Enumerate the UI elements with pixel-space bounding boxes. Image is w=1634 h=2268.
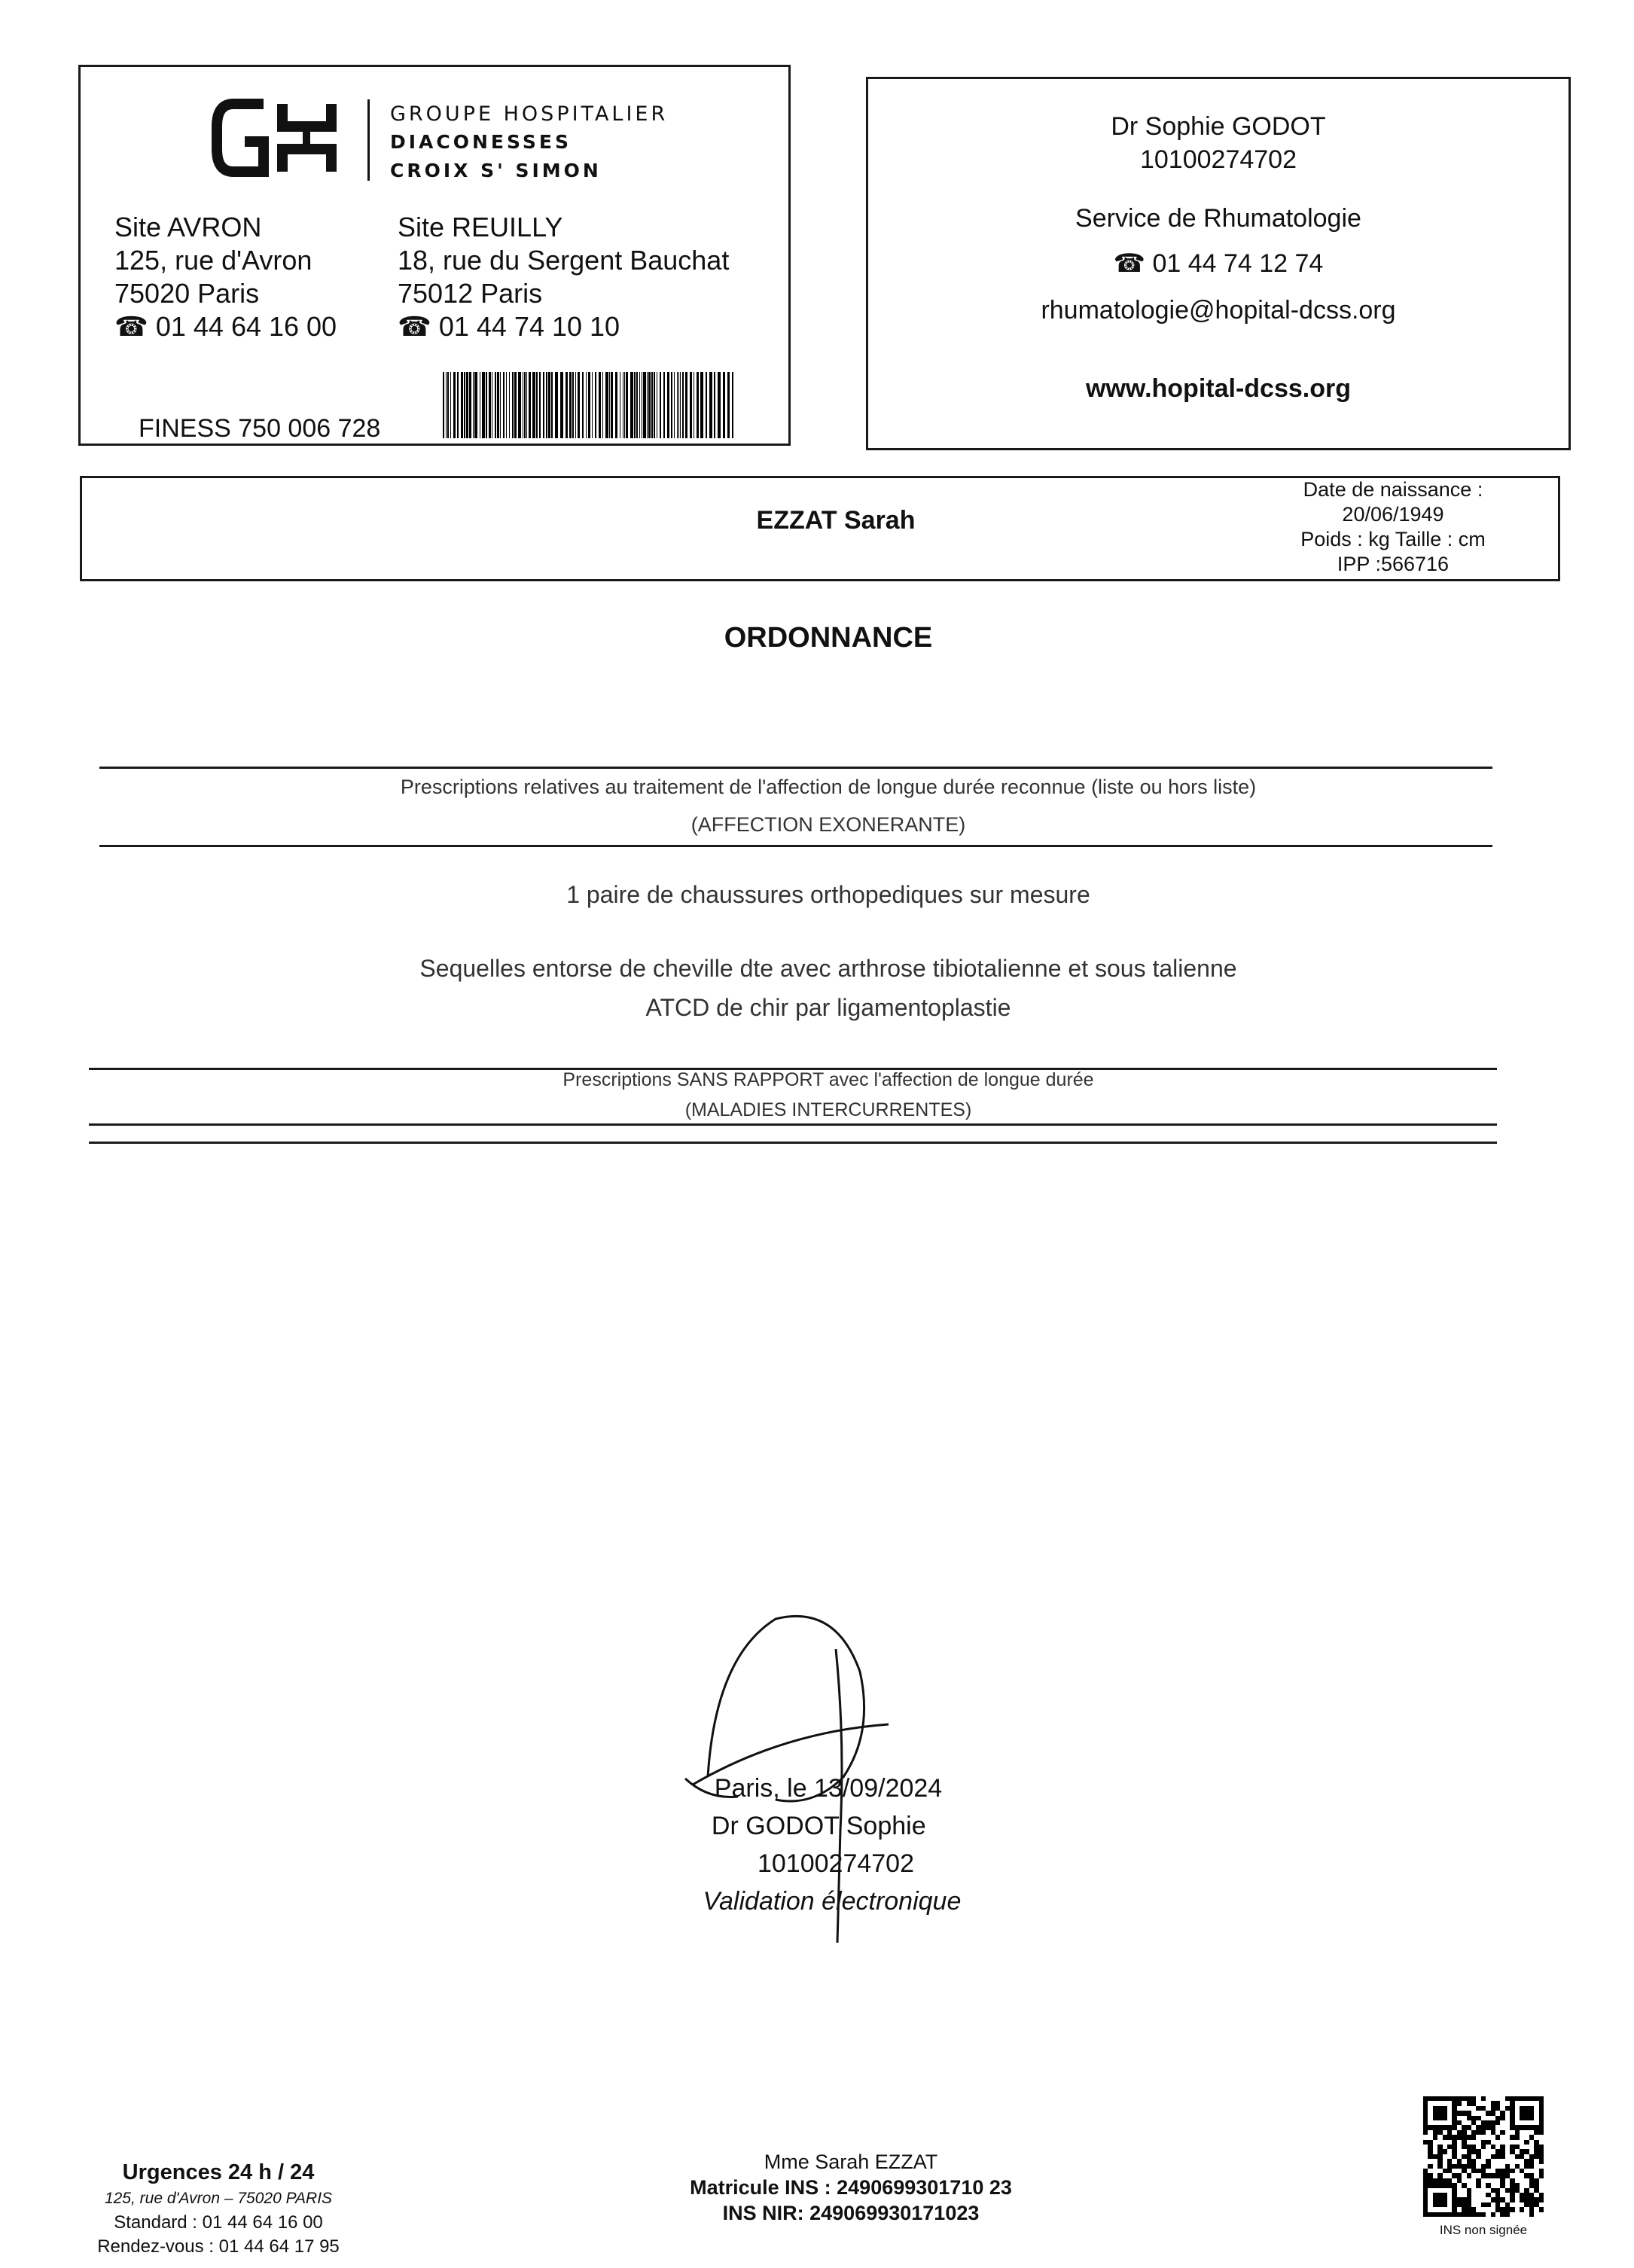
urgences-rendezvous: Rendez-vous : 01 44 64 17 95 [97,2236,340,2257]
barcode-bar [651,372,653,438]
barcode-bar [543,372,544,438]
urgences-standard: Standard : 01 44 64 16 00 [114,2212,323,2233]
signature-block [587,1770,1039,1920]
barcode-bar [572,372,574,438]
site-avron [114,211,337,343]
barcode-bar [732,372,733,438]
barcode-bar [605,372,608,438]
footer-urgences [75,2158,361,2259]
barcode-bar [565,372,568,438]
signature-doctor-name: Dr GODOT Sophie [711,1812,926,1840]
barcode-bar [639,372,640,438]
footer-patient [633,2149,1069,2226]
barcode-bar [611,372,613,438]
barcode-bar [660,372,661,438]
barcode-bar [714,372,715,438]
hospital-name-line1: GROUPE HOSPITALIER [390,102,669,126]
barcode-bar [680,372,681,438]
barcode-bar [667,372,669,438]
barcode-bar [663,372,665,438]
barcode-bar [634,372,636,438]
barcode-bar [555,372,558,438]
barcode-bar [582,372,584,438]
ald-rule-bottom [99,845,1492,847]
barcode-bar [560,372,563,438]
dob-value: 20/06/1949 [1342,503,1444,526]
gh-logo-icon [211,96,346,179]
barcode-bar [539,372,541,438]
non-ald-header: Prescriptions SANS RAPPORT avec l'affection de longue durée [562,1069,1094,1090]
barcode-bar [647,372,648,438]
barcode-bar [626,372,628,438]
barcode-bar [718,372,721,438]
barcode-bar [677,372,678,438]
ald-subheader: (AFFECTION EXONERANTE) [690,813,966,836]
barcode-bar [486,372,487,438]
barcode-bar [548,372,550,438]
barcode-bar [453,372,456,438]
barcode-bar [654,372,655,438]
barcode-bar [697,372,699,438]
barcode-bar [674,372,675,438]
site-reuilly [398,211,729,343]
barcode-bar [586,372,587,438]
non-ald-subheader: (MALADIES INTERCURRENTES) [684,1099,972,1120]
barcode-bar [723,372,725,438]
logo-divider [367,99,370,181]
site-avron-street: 125, rue d'Avron [114,245,312,276]
barcode-bar [643,372,646,438]
barcode-bar [682,372,684,438]
site-avron-phone: 01 44 64 16 00 [155,311,337,342]
barcode-bar [615,372,617,438]
doctor-email: rhumatologie@hopital-dcss.org [1041,296,1396,325]
barcode-bar [529,372,531,438]
barcode-bar [595,372,596,438]
ins-label: INS non signée [1439,2223,1528,2237]
barcode-bar [450,372,451,438]
qr-module [1539,2212,1544,2217]
non-ald-rule-bottom [89,1142,1497,1144]
barcode-bar [503,372,505,438]
doctor-info [866,110,1571,405]
barcode-bar [474,372,477,438]
barcode-bar [524,372,526,438]
doctor-phone-row [866,247,1571,280]
patient-name: EZZAT Sarah [756,506,916,535]
footer-patient-name: Mme Sarah EZZAT [764,2151,938,2173]
doctor-name: Dr Sophie GODOT [1111,112,1326,141]
barcode-bar [685,372,687,438]
signature-place-date: Paris, le 13/09/2024 [714,1774,943,1803]
site-avron-phone-row [114,310,337,343]
barcode-bar [506,372,507,438]
barcode-bar [536,372,538,438]
barcode-bar [473,372,474,438]
prescription-history: ATCD de chir par ligamentoplastie [645,994,1011,1021]
footer-nir: INS NIR: 249069930171023 [722,2202,980,2224]
barcode-bar [464,372,465,438]
footer-matricule: Matricule INS : 2490699301710 23 [690,2176,1012,2199]
prescription-item: 1 paire de chaussures orthopediques sur mesure [566,881,1090,908]
ins-qr-code [1423,2096,1544,2217]
doctor-rpps: 10100274702 [1139,145,1297,174]
barcode-bar [636,372,638,438]
signature-validation: Validation électronique [703,1887,962,1916]
site-reuilly-phone-row [398,310,729,343]
barcode-bar [602,372,603,438]
barcode-bar [578,372,580,438]
barcode-bar [532,372,535,438]
barcode-bar [671,372,672,438]
doctor-phone: 01 44 74 12 74 [1152,249,1324,278]
dob-label: Date de naissance : [1303,478,1483,501]
phone-icon: ☎ [114,311,148,342]
barcode-bar [512,372,514,438]
barcode-bar [700,372,703,438]
site-avron-city: 75020 Paris [114,278,260,309]
site-reuilly-city: 75012 Paris [398,278,543,309]
finess-barcode [443,372,736,438]
non-ald-rule-mid [89,1123,1497,1126]
barcode-bar [551,372,553,438]
barcode-bar [546,372,547,438]
barcode-bar [469,372,471,438]
barcode-bar [624,372,625,438]
patient-ipp: IPP :566716 [1337,553,1450,575]
barcode-bar [482,372,485,438]
site-reuilly-title: Site REUILLY [398,212,563,242]
site-reuilly-phone: 01 44 74 10 10 [438,311,620,342]
hospital-name-line3: CROIX S' SIMON [390,160,602,181]
barcode-bar [443,372,444,438]
barcode-bar [495,372,496,438]
barcode-bar [461,372,463,438]
barcode-bar [690,372,692,438]
phone-icon: ☎ [1113,249,1145,278]
barcode-bar [497,372,499,438]
document-title: ORDONNANCE [724,622,933,654]
site-avron-title: Site AVRON [114,212,262,242]
prescription-diagnosis: Sequelles entorse de cheville dte avec arthrose tibiotalienne et sous talienne [419,955,1237,982]
barcode-bar [518,372,521,438]
urgences-address: 125, rue d'Avron – 75020 PARIS [104,2190,333,2207]
weight-height: Poids : kg Taille : cm [1300,528,1486,550]
finess-number: FINESS 750 006 728 [139,414,381,443]
barcode-bar [489,372,491,438]
barcode-bar [709,372,712,438]
hospital-name-line2: DIACONESSES [390,131,572,153]
hospital-logo [211,96,346,179]
barcode-bar [727,372,730,438]
barcode-bar [678,372,679,438]
ald-header: Prescriptions relatives au traitement de l'affection de longue durée reconnue (liste ou hors liste) [400,776,1257,798]
barcode-bar [500,372,501,438]
barcode-bar [466,372,468,438]
urgences-title: Urgences 24 h / 24 [122,2160,315,2184]
ald-rule-top [99,767,1492,769]
barcode-bar [592,372,593,438]
barcode-bar [706,372,707,438]
barcode-bar [514,372,517,438]
barcode-bar [447,372,449,438]
patient-details [1235,477,1551,577]
phone-icon: ☎ [398,311,431,342]
barcode-bar [509,372,510,438]
site-reuilly-street: 18, rue du Sergent Bauchat [398,245,730,276]
barcode-bar [588,372,590,438]
barcode-bar [457,372,459,438]
barcode-bar [526,372,527,438]
signature-doctor-line [587,1807,1039,1882]
barcode-bar [569,372,572,438]
barcode-bar [575,372,576,438]
doctor-service: Service de Rhumatologie [1075,204,1361,233]
signature-doctor-rpps: 10100274702 [757,1849,914,1878]
barcode-bar [599,372,601,438]
doctor-website: www.hopital-dcss.org [1086,374,1351,403]
barcode-bar [609,372,610,438]
barcode-bar [446,372,447,438]
barcode-bar [648,372,651,438]
barcode-bar [630,372,633,438]
